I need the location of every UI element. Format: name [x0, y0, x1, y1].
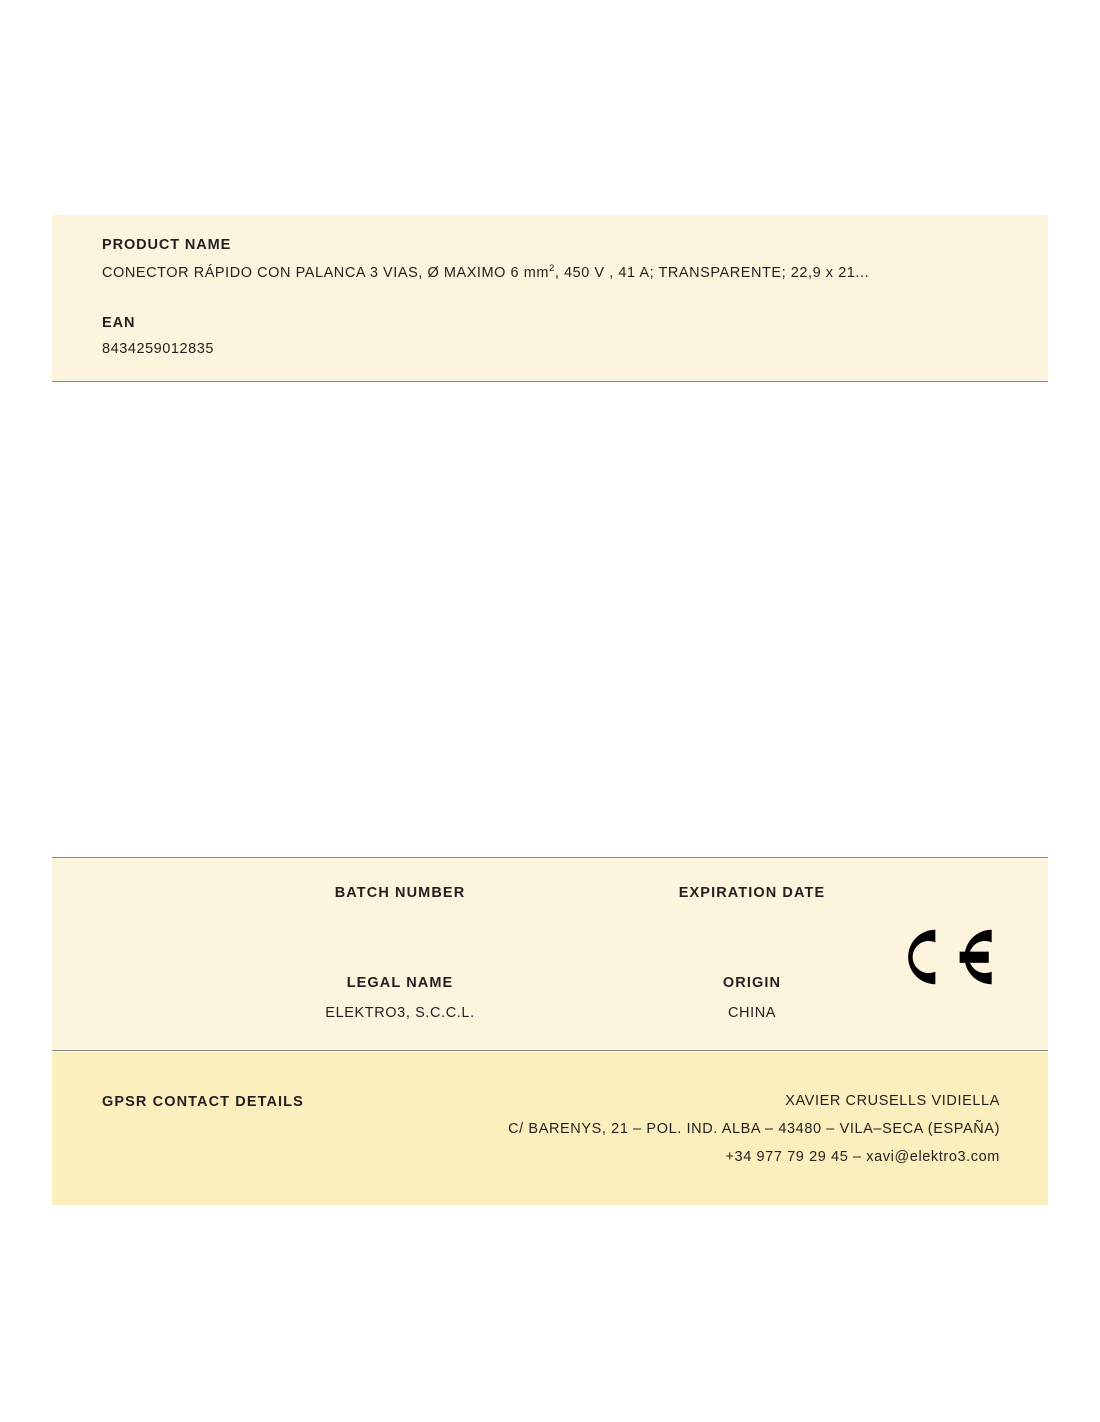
gpsr-contact-person: XAVIER CRUSELLS VIDIELLA — [785, 1093, 1000, 1109]
batch-number-label: BATCH NUMBER — [334, 885, 466, 901]
product-name-value — [102, 263, 1018, 281]
legal-name-label: LEGAL NAME — [346, 975, 454, 991]
legal-name-value: ELEKTRO3, S.C.C.L. — [325, 1005, 475, 1021]
traceability-block — [52, 857, 1048, 1051]
product-name-superscript: 2 — [549, 263, 555, 274]
gpsr-contact-block — [52, 1052, 1048, 1205]
origin-label: ORIGIN — [722, 975, 782, 991]
gpsr-contact-phone-email: +34 977 79 29 45 – xavi@elektro3.com — [725, 1149, 1000, 1165]
batch-number-value — [230, 915, 570, 932]
ean-label: EAN — [102, 314, 136, 331]
product-info-block — [52, 215, 1048, 382]
product-name-text-post: , 450 V , 41 A; TRANSPARENTE; 22,9 x 21... — [554, 264, 870, 281]
expiration-date-value — [582, 915, 922, 932]
gpsr-contact-label: GPSR CONTACT DETAILS — [102, 1094, 304, 1110]
origin-field — [582, 975, 922, 1022]
product-info-inner — [52, 237, 1048, 357]
gpsr-contact-address: C/ BARENYS, 21 – POL. IND. ALBA – 43480 – VILA–SECA (ESPAÑA) — [508, 1121, 1000, 1137]
expiration-date-label: EXPIRATION DATE — [678, 885, 826, 901]
product-name-text-pre: CONECTOR RÁPIDO CON PALANCA 3 VIAS, Ø MAXIMO 6 mm — [102, 264, 549, 281]
ean-value: 8434259012835 — [102, 340, 214, 357]
product-block-spacer — [102, 281, 1018, 315]
product-name-label: PRODUCT NAME — [102, 237, 232, 253]
gpsr-contact-lines — [508, 1093, 1000, 1165]
expiration-date-field — [582, 885, 922, 932]
origin-value: CHINA — [727, 1005, 777, 1021]
batch-number-field — [230, 885, 570, 932]
ce-mark-icon — [898, 923, 996, 991]
legal-name-field — [230, 975, 570, 1022]
